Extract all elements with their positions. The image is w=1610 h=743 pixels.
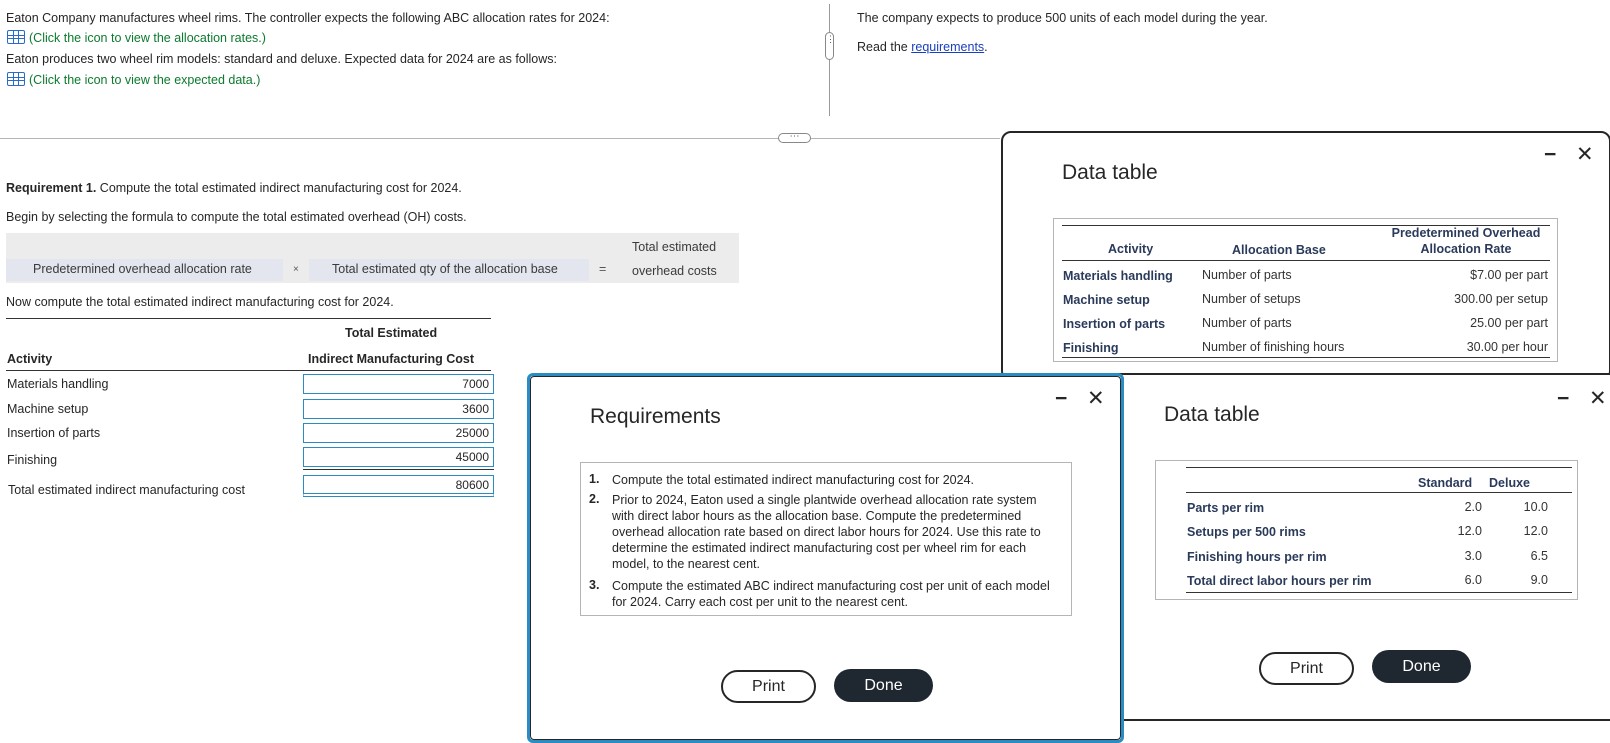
requirement1-label: Requirement 1.: [6, 181, 97, 195]
expected-row-deluxe: 6.5: [1530, 549, 1548, 563]
rate-row-activity: Materials handling: [1063, 269, 1173, 283]
close-icon[interactable]: ✕: [1087, 387, 1105, 410]
expected-row-standard: 12.0: [1457, 524, 1482, 538]
horizontal-pane-divider: [0, 138, 1000, 139]
activity-header: Activity: [1108, 242, 1154, 256]
expected-data-link[interactable]: [7, 72, 260, 87]
modal-title: Data table: [1062, 161, 1158, 184]
table-header-top: Total Estimated: [345, 326, 438, 340]
deluxe-header: Deluxe: [1489, 476, 1530, 490]
minimize-icon[interactable]: −: [1055, 387, 1068, 410]
expected-row-deluxe: 9.0: [1530, 573, 1548, 587]
formula-term2-cell[interactable]: [309, 259, 589, 281]
rate-header-line1: Predetermined Overhead: [1391, 226, 1541, 240]
intro-line1: Eaton Company manufactures wheel rims. The controller expects the following ABC allocation rates for 2024:: [6, 11, 610, 25]
requirement-text: Compute the total estimated indirect manufacturing cost for 2024.: [612, 473, 974, 487]
table-icon[interactable]: [7, 30, 25, 44]
rate-row-activity: Insertion of parts: [1063, 317, 1166, 331]
table-bottom-rule: [1186, 592, 1572, 593]
rate-row-base: Number of parts: [1202, 268, 1292, 282]
row-activity: Finishing: [7, 453, 58, 467]
table-bottom-rule: [1062, 357, 1550, 358]
requirements-list-box: [580, 462, 1072, 616]
table-top-rule: [1186, 467, 1572, 468]
rate-row-base: Number of finishing hours: [1202, 340, 1345, 354]
rate-row-rate: 30.00 per hour: [1466, 340, 1548, 354]
materials-handling-cost-input[interactable]: 7000: [303, 374, 494, 394]
row-activity: Materials handling: [7, 377, 109, 391]
allocation-rates-table-box: [1053, 218, 1558, 362]
formula-bar: [6, 233, 739, 283]
vertical-pane-divider: [829, 4, 830, 116]
table-icon[interactable]: [7, 72, 25, 86]
done-button[interactable]: Done: [834, 669, 933, 702]
expected-row-label: Total direct labor hours per rim: [1187, 574, 1372, 588]
formula-term2: Total estimated qty of the allocation base: [332, 262, 558, 276]
rate-row-base: Number of parts: [1202, 316, 1292, 330]
read-requirements: [857, 40, 988, 54]
print-button[interactable]: Print: [721, 670, 816, 703]
read-suffix: .: [984, 40, 988, 54]
rate-row-rate: 300.00 per setup: [1454, 292, 1548, 306]
row-activity: Machine setup: [7, 402, 89, 416]
requirement1-heading: [6, 181, 462, 195]
allocation-rates-link-text[interactable]: (Click the icon to view the allocation rates.): [29, 31, 266, 45]
requirement-number: 2.: [589, 492, 600, 506]
total-label: Total estimated indirect manufacturing cost: [8, 483, 245, 497]
expected-row-deluxe: 10.0: [1523, 500, 1548, 514]
rate-row-activity: Finishing: [1063, 341, 1119, 355]
insertion-of-parts-cost-input[interactable]: 25000: [303, 423, 494, 443]
expected-row-standard: 3.0: [1464, 549, 1482, 563]
allocation-rates-modal: [1001, 131, 1610, 381]
formula-result-line2: overhead costs: [632, 264, 717, 278]
expected-row-label: Finishing hours per rim: [1187, 550, 1327, 564]
formula-intro: Begin by selecting the formula to compute the total estimated overhead (OH) costs.: [6, 210, 467, 224]
expected-row-standard: 2.0: [1464, 500, 1482, 514]
requirements-modal: [527, 373, 1124, 743]
minimize-icon[interactable]: −: [1557, 387, 1570, 410]
expected-row-label: Setups per 500 rims: [1187, 525, 1306, 539]
rate-row-activity: Machine setup: [1063, 293, 1150, 307]
rate-row-rate: 25.00 per part: [1470, 316, 1548, 330]
compute-intro: Now compute the total estimated indirect manufacturing cost for 2024.: [6, 295, 394, 309]
done-button[interactable]: Done: [1372, 650, 1471, 683]
rate-header-line2: Allocation Rate: [1420, 242, 1512, 256]
header-rule: [6, 370, 491, 371]
formula-term1-cell[interactable]: [6, 259, 283, 281]
formula-term1: Predetermined overhead allocation rate: [33, 262, 252, 276]
production-note: The company expects to produce 500 units of each model during the year.: [857, 11, 1268, 25]
vertical-resize-handle[interactable]: ⋮: [825, 32, 834, 60]
allocation-rates-link[interactable]: [7, 30, 266, 45]
modal-title: Data table: [1164, 403, 1260, 426]
col-activity-header: Activity: [7, 352, 53, 366]
total-cost-input[interactable]: 80600: [303, 475, 494, 497]
modal-title: Requirements: [590, 405, 721, 428]
formula-result-line1: Total estimated: [632, 240, 717, 254]
horizontal-resize-handle[interactable]: ⋯: [778, 133, 811, 143]
formula-equals: =: [599, 262, 607, 276]
expected-row-standard: 6.0: [1464, 573, 1482, 587]
expected-data-table-box: [1155, 460, 1578, 600]
expected-data-link-text[interactable]: (Click the icon to view the expected data.): [29, 73, 261, 87]
table-top-rule: [6, 318, 491, 319]
minimize-icon[interactable]: −: [1544, 143, 1557, 166]
requirement1-text: Compute the total estimated indirect manufacturing cost for 2024.: [96, 181, 462, 195]
expected-row-label: Parts per rim: [1187, 501, 1265, 515]
finishing-cost-input[interactable]: 45000: [303, 447, 494, 467]
intro-line2: Eaton produces two wheel rim models: standard and deluxe. Expected data for 2024 are as follows:: [6, 52, 558, 66]
requirement-text: Prior to 2024, Eaton used a single plantwide overhead allocation rate system with direct labor hours as the allocation base. Compute the predetermined overhead allocation rate based on direct labor hours for 2024. Use this rate to determine the estimated indirect manufacturing cost per wheel rim for each model, to the nearest cent.: [612, 493, 1041, 571]
base-header: Allocation Base: [1232, 243, 1326, 257]
rate-row-base: Number of setups: [1202, 292, 1301, 306]
requirement-text: Compute the estimated ABC indirect manufacturing cost per unit of each model for 2024. Carry each cost per unit to the nearest cent.: [612, 579, 1050, 609]
header-rule: [1062, 260, 1550, 261]
row-activity: Insertion of parts: [7, 426, 101, 440]
print-button[interactable]: Print: [1259, 652, 1354, 685]
expected-data-modal: [1103, 373, 1610, 721]
requirement-number: 1.: [589, 472, 600, 486]
expected-row-deluxe: 12.0: [1523, 524, 1548, 538]
header-rule: [1186, 492, 1572, 493]
requirement-number: 3.: [589, 578, 600, 592]
machine-setup-cost-input[interactable]: 3600: [303, 399, 494, 419]
close-icon[interactable]: ✕: [1589, 387, 1607, 410]
close-icon[interactable]: ✕: [1576, 143, 1594, 166]
formula-multiply: ×: [293, 264, 299, 275]
read-prefix: Read the: [857, 40, 912, 54]
cost-table: [6, 318, 491, 508]
col-cost-header: Indirect Manufacturing Cost: [308, 352, 474, 366]
requirements-link[interactable]: requirements: [911, 40, 985, 54]
standard-header: Standard: [1418, 476, 1473, 490]
subtotal-rule: [303, 469, 494, 470]
rate-row-rate: $7.00 per part: [1470, 268, 1548, 282]
